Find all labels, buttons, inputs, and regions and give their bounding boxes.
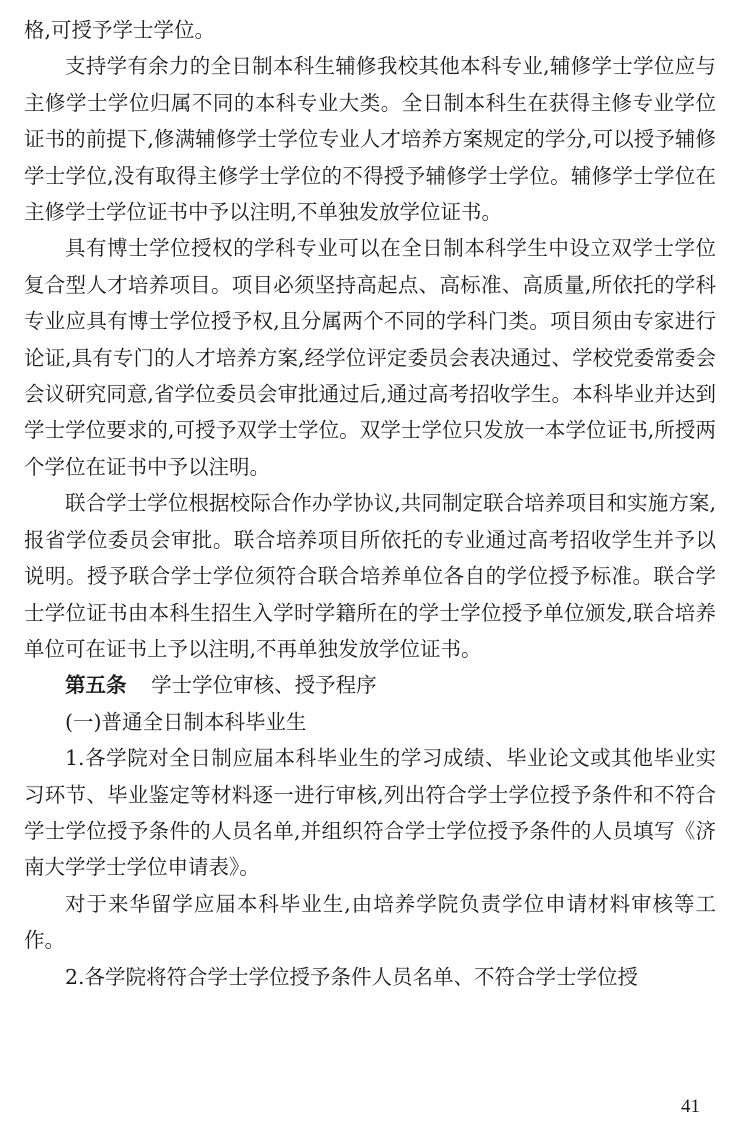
article-number: 第五条 <box>65 673 127 698</box>
item-2: 2.各学院将符合学士学位授予条件人员名单、不符合学士学位授 <box>65 964 639 989</box>
paragraph-minor-degree: 支持学有余力的全日制本科生辅修我校其他本科专业,辅修学士学位应与主修学士学位归属不同的本科专业大类。全日制本科生在获得主修专业学位证书的前提下,修满辅修学士学位专业人才培养方案规定的学分,可以授予辅修学士学位,没有取得主修学士学位的不得授予辅修学士学位。辅修学士学位在主修学士学位证书中予以注明,不单独发放学位证书。 <box>24 54 716 225</box>
paragraph-joint-degree: 联合学士学位根据校际合作办学协议,共同制定联合培养项目和实施方案,报省学位委员会审批。联合培养项目所依托的专业通过高考招收学生并予以说明。授予联合学士学位须符合联合培养单位各自的学位授予标准。联合学士学位证书由本科生招生入学时学籍所在的学士学位授予单位颁发,联合培养单位可在证书上予以注明,不再单独发放学位证书。 <box>24 491 716 661</box>
section-heading: (一)普通全日制本科毕业生 <box>65 709 307 734</box>
item-international: 对于来华留学应届本科毕业生,由培养学院负责学位申请材料审核等工作。 <box>24 891 716 953</box>
page-number: 41 <box>681 1096 700 1117</box>
body-text <box>24 12 716 995</box>
paragraph-continuation: 格,可授予学士学位。 <box>24 18 216 42</box>
item-1: 1.各学院对全日制应届本科毕业生的学习成绩、毕业论文或其他毕业实习环节、毕业鉴定等材料逐一进行审核,列出符合学士学位授予条件和不符合学士学位授予条件的人员名单,并组织符合学士学位授予条件的人员填写《济南大学学士学位申请表》。 <box>24 746 716 880</box>
article-heading <box>24 667 716 703</box>
paragraph-double-degree: 具有博士学位授权的学科专业可以在全日制本科学生中设立双学士学位复合型人才培养项目。项目必须坚持高起点、高标准、高质量,所依托的学科专业应具有博士学位授予权,且分属两个不同的学科门类。项目须由专家进行论证,具有专门的人才培养方案,经学位评定委员会表决通过、学校党委常委会会议研究同意,省学位委员会审批通过后,通过高考招收学生。本科毕业并达到学士学位要求的,可授予双学士学位。双学士学位只发放一本学位证书,所授两个学位在证书中予以注明。 <box>24 236 716 479</box>
article-title: 学士学位审核、授予程序 <box>151 673 377 698</box>
